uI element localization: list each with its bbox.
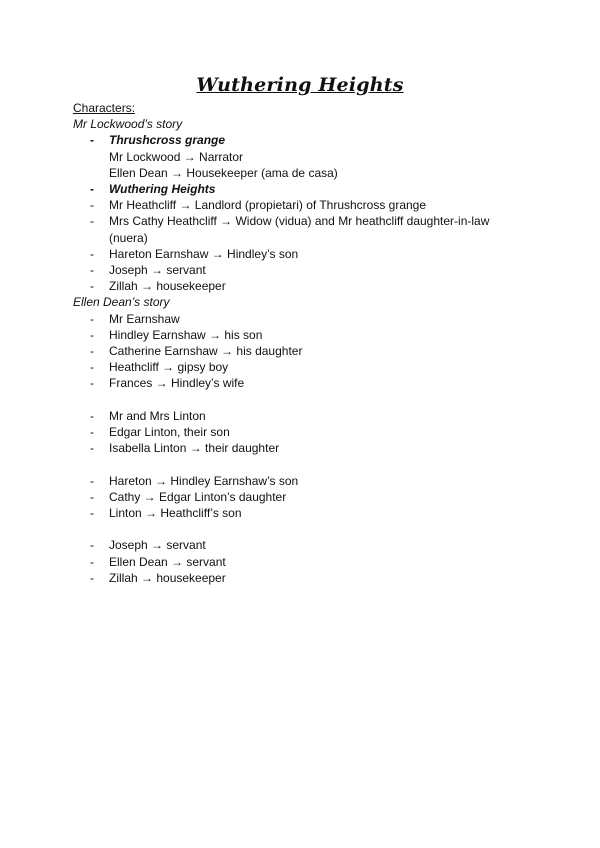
document-body: [73, 100, 543, 586]
list-item: - Mr Heathcliff → Landlord (propietari) of Thrushcross grange: [90, 198, 427, 213]
spacer: [73, 456, 543, 472]
list-item: - Mrs Cathy Heathcliff → Widow (vidua) and Mr heathcliff daughter-in-law (nuera): [90, 214, 490, 245]
section-heading-ellen: Ellen Dean’s story: [73, 295, 170, 310]
list-item: - Catherine Earnshaw → his daughter: [90, 344, 303, 359]
list-item: - Ellen Dean → servant: [90, 554, 226, 569]
list-item: - Frances → Hindley’s wife: [90, 376, 245, 391]
list-item: - Zillah → housekeeper: [90, 279, 226, 294]
bullet: -: [90, 425, 94, 440]
bullet: -: [90, 214, 94, 229]
bullet: -: [90, 327, 94, 342]
bullet: -: [90, 554, 94, 569]
bullet: -: [90, 408, 94, 423]
bullet: -: [90, 489, 94, 504]
list-item: - Joseph → servant: [90, 263, 206, 278]
bullet: -: [90, 506, 94, 521]
list-item: - Heathcliff → gipsy boy: [90, 360, 229, 375]
list-item: - Isabella Linton → their daughter: [90, 441, 280, 456]
bullet: -: [90, 311, 94, 326]
list-item: - Hareton Earnshaw → Hindley’s son: [90, 246, 299, 261]
list-item: - Cathy → Edgar Linton’s daughter: [90, 489, 287, 504]
list-subitem: Mr Lockwood → Narrator: [109, 149, 244, 164]
list-item: [73, 132, 543, 148]
list-item: - Edgar Linton, their son: [90, 425, 230, 440]
spacer: [73, 521, 543, 537]
section-heading-lockwood: Mr Lockwood’s story: [73, 117, 183, 132]
list-subitem: Ellen Dean → Housekeeper (ama de casa): [109, 165, 338, 180]
bullet: -: [90, 376, 94, 391]
list-item: - Mr Earnshaw: [90, 311, 180, 326]
bullet: -: [90, 538, 94, 553]
list-item: - Hareton → Hindley Earnshaw’s son: [90, 473, 299, 488]
characters-heading: Characters:: [73, 101, 136, 115]
bullet: -: [90, 263, 94, 278]
bullet: -: [90, 441, 94, 456]
group-label-wuthering: Wuthering Heights: [109, 182, 216, 197]
list-item: - Hindley Earnshaw → his son: [90, 327, 263, 342]
bullet: -: [90, 133, 94, 148]
bullet: -: [90, 360, 94, 375]
spacer: [73, 392, 543, 408]
bullet: -: [90, 570, 94, 585]
bullet: -: [90, 344, 94, 359]
bullet: -: [90, 182, 94, 197]
list-item: [73, 181, 543, 197]
list-item: - Mr and Mrs Linton: [90, 408, 206, 423]
bullet: -: [90, 198, 94, 213]
group-label-thrushcross: Thrushcross grange: [109, 133, 226, 148]
bullet: -: [90, 246, 94, 261]
list-item: - Joseph → servant: [90, 538, 206, 553]
bullet: -: [90, 473, 94, 488]
list-item: - Zillah → housekeeper: [90, 570, 226, 585]
bullet: -: [90, 279, 94, 294]
page-title: Wuthering Heights: [196, 74, 404, 96]
list-item: - Linton → Heathcliff’s son: [90, 506, 242, 521]
